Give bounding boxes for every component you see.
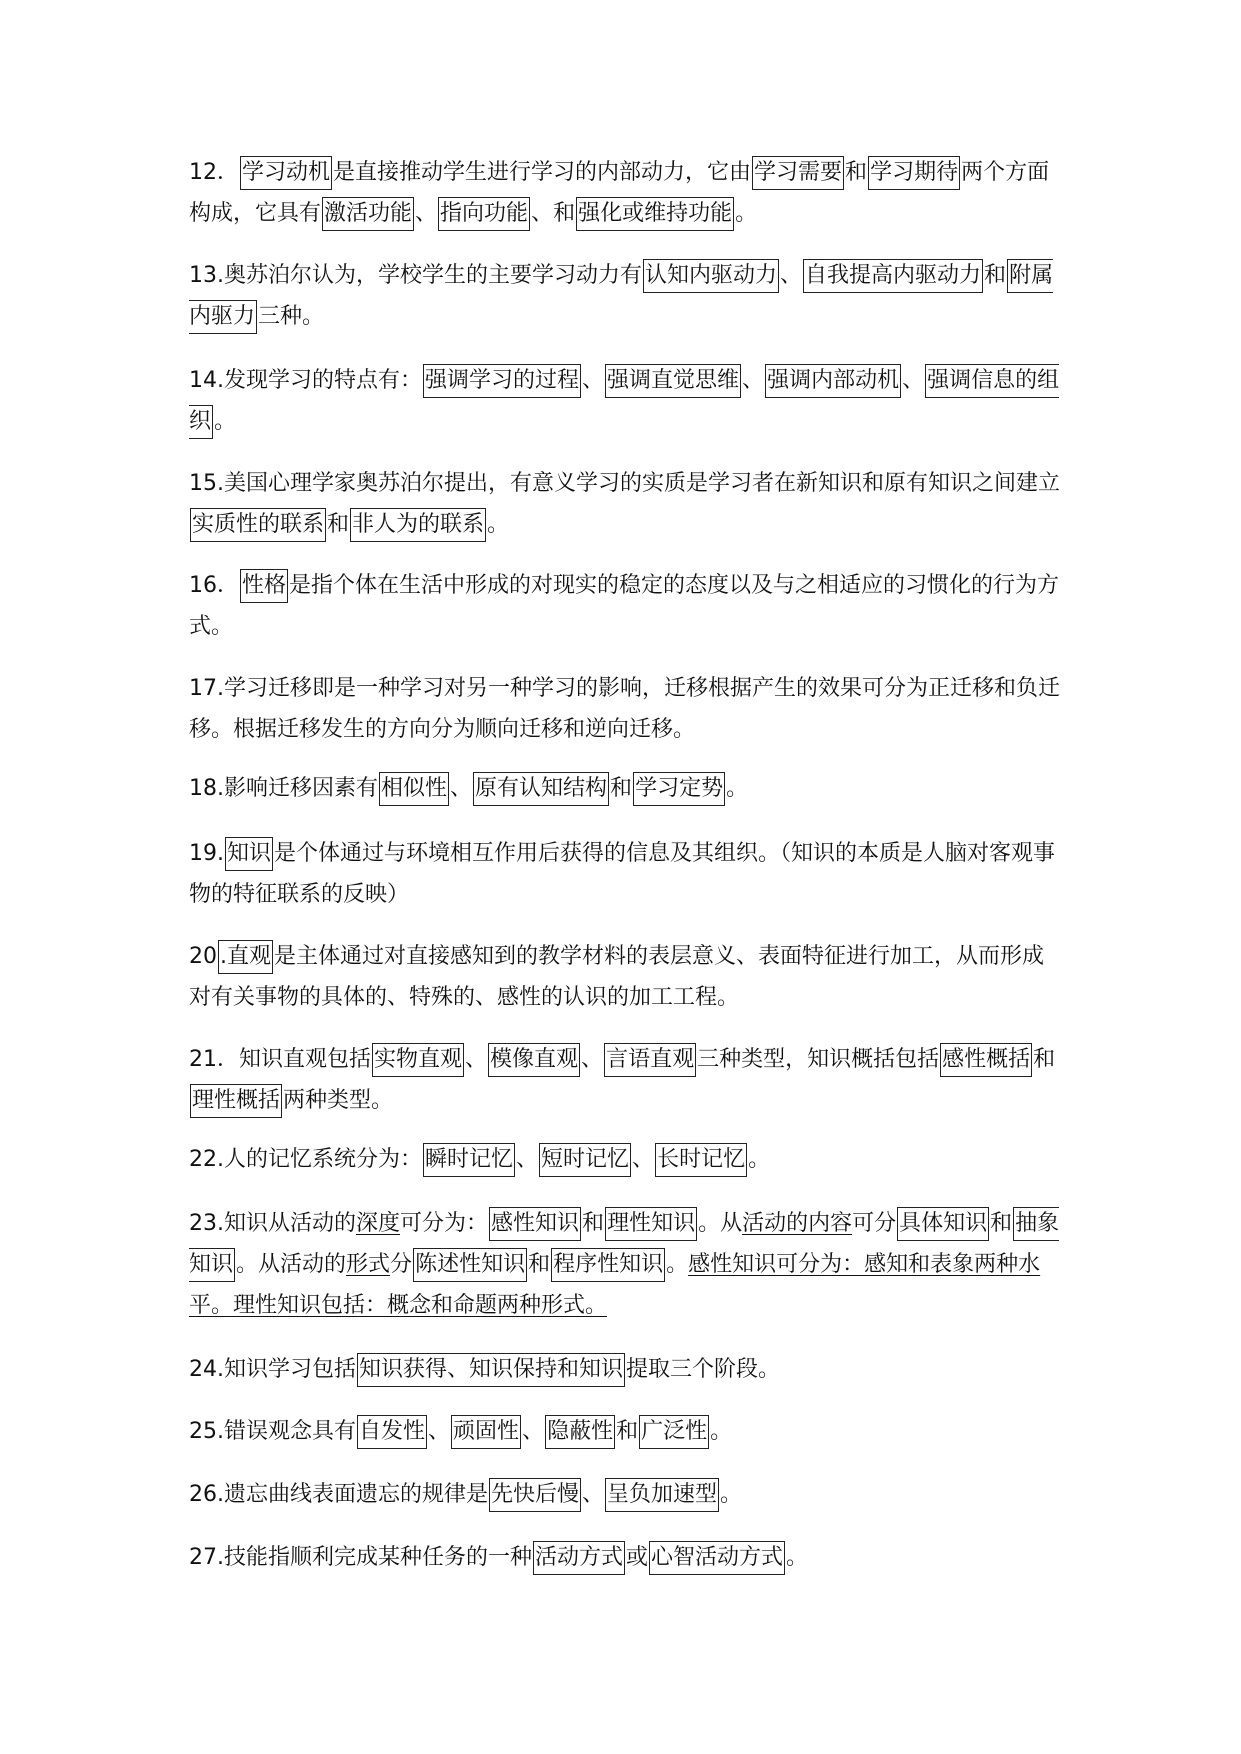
- boxed-answer: 具体知识: [897, 1207, 989, 1241]
- question-text: 、: [780, 263, 803, 288]
- question-text: 。: [748, 1147, 771, 1172]
- boxed-answer: 强调内部动机: [765, 364, 901, 398]
- question-text: 。: [666, 1252, 689, 1277]
- boxed-answer: 感性概括: [940, 1043, 1032, 1077]
- boxed-answer: 短时记忆: [539, 1143, 631, 1177]
- question-text: 和: [990, 1211, 1013, 1236]
- question-text: 、: [465, 1047, 488, 1072]
- question-text: 13.奥苏泊尔认为，学校学生的主要学习动力有: [189, 263, 642, 288]
- item-13: [189, 255, 1061, 337]
- question-text: 和: [610, 776, 633, 801]
- question-text: 和: [582, 1211, 605, 1236]
- question-text: 15.美国心理学家奥苏泊尔提出，有意义学习的实质是学习者在新知识和原有知识之间建立: [189, 471, 1060, 496]
- boxed-answer: 陈述性知识: [413, 1248, 527, 1282]
- item-21: [189, 1039, 1061, 1121]
- boxed-answer: 自我提高内驱动力: [803, 259, 983, 293]
- question-text: 三种类型，知识概括包括: [697, 1047, 940, 1072]
- question-text: 16．: [189, 573, 239, 598]
- question-text: 。: [786, 1545, 809, 1570]
- item-15: [189, 463, 1061, 545]
- question-text: 。: [735, 201, 758, 226]
- question-text: 提取三个阶段。: [626, 1357, 781, 1382]
- boxed-answer: 实质性的联系: [190, 508, 326, 542]
- question-text: 是指个体在生活中形成的对现实的稳定的态度以及与之相适应的习惯化的行为方式。: [189, 573, 1060, 639]
- item-12: [189, 152, 1061, 234]
- question-text: 是个体通过与环境相互作用后获得的信息及其组织。（知识的本质是人脑对客观事物的特征联系的反映）: [189, 841, 1056, 907]
- boxed-answer: 认知内驱动力: [643, 259, 779, 293]
- question-text: 17.学习迁移即是一种学习对另一种学习的影响，迁移根据产生的效果可分为正迁移和负迁移。根据迁移发生的方向分为顺向迁移和逆向迁移。: [189, 676, 1060, 742]
- question-text: 24.知识学习包括: [189, 1357, 356, 1382]
- boxed-answer: 学习期待: [868, 156, 960, 190]
- question-text: 12．: [189, 160, 239, 185]
- item-14: [189, 360, 1061, 442]
- boxed-answer: 感性知识: [489, 1207, 581, 1241]
- boxed-answer: 强调直觉思维: [605, 364, 741, 398]
- item-17: [189, 668, 1061, 750]
- item-23: [189, 1203, 1061, 1326]
- question-text: 可分为：: [400, 1211, 489, 1236]
- boxed-answer: 学习动机: [240, 156, 332, 190]
- question-text: 分: [390, 1252, 413, 1277]
- question-text: 20: [189, 944, 217, 969]
- boxed-answer: 理性知识: [605, 1207, 697, 1241]
- item-24: [189, 1349, 1061, 1390]
- item-26: [189, 1474, 1061, 1515]
- question-text: 和: [616, 1419, 639, 1444]
- question-text: 是直接推动学生进行学习的内部动力，它由: [333, 160, 752, 185]
- item-27: [189, 1537, 1061, 1578]
- question-text: 21．知识直观包括: [189, 1047, 371, 1072]
- question-text: 和: [845, 160, 868, 185]
- boxed-answer: 理性概括: [190, 1084, 282, 1118]
- boxed-answer: 隐蔽性: [545, 1415, 615, 1449]
- boxed-answer: 顽固性: [451, 1415, 521, 1449]
- question-text: 。: [710, 1419, 733, 1444]
- question-text: 、: [581, 1047, 604, 1072]
- question-text: 。: [726, 776, 749, 801]
- boxed-answer: 学习需要: [752, 156, 844, 190]
- boxed-answer: 先快后慢: [489, 1478, 581, 1512]
- boxed-answer: 激活功能: [322, 197, 414, 231]
- question-text: 是主体通过对直接感知到的教学材料的表层意义、表面特征进行加工，从而形成对有关事物的具体的、特殊的、感性的认识的加工工程。: [189, 944, 1045, 1010]
- question-text: 。从活动的: [236, 1252, 347, 1277]
- underlined-text: 感性知识可分为：感知和表象两种水平。理性知识包括：概念和命题两种形式。: [189, 1252, 1041, 1318]
- boxed-answer: 长时记忆: [655, 1143, 747, 1177]
- underlined-text: 形式: [346, 1252, 391, 1277]
- boxed-answer: 模像直观: [488, 1043, 580, 1077]
- boxed-answer: 指向功能: [438, 197, 530, 231]
- question-text: 27.技能指顺利完成某种任务的一种: [189, 1545, 532, 1570]
- boxed-answer: 实物直观: [372, 1043, 464, 1077]
- question-text: 、: [902, 368, 925, 393]
- boxed-answer: 非人为的联系: [350, 508, 486, 542]
- question-text: 、: [415, 201, 438, 226]
- question-text: 、: [742, 368, 765, 393]
- boxed-answer: 学习定势: [633, 772, 725, 806]
- question-text: 。: [214, 409, 237, 434]
- question-text: 和: [528, 1252, 551, 1277]
- boxed-answer: 广泛性: [639, 1415, 709, 1449]
- boxed-answer: 呈负加速型: [605, 1478, 719, 1512]
- item-22: [189, 1139, 1061, 1180]
- question-text: 可分: [852, 1211, 897, 1236]
- item-16: [189, 565, 1061, 647]
- question-text: 。从: [698, 1211, 743, 1236]
- boxed-answer: 活动方式: [533, 1541, 625, 1575]
- question-text: 18.影响迁移因素有: [189, 776, 378, 801]
- boxed-answer: 原有认知结构: [473, 772, 609, 806]
- boxed-answer: 性格: [240, 569, 288, 603]
- question-text: 和: [984, 263, 1007, 288]
- question-text: 、: [582, 1482, 605, 1507]
- question-text: 、: [450, 776, 473, 801]
- underlined-text: 深度: [356, 1211, 401, 1236]
- question-text: 22.人的记忆系统分为：: [189, 1147, 422, 1172]
- question-text: 25.错误观念具有: [189, 1419, 356, 1444]
- question-text: 和: [1033, 1047, 1056, 1072]
- boxed-answer: 知识: [225, 837, 273, 871]
- question-text: 或: [626, 1545, 649, 1570]
- item-18: [189, 768, 1061, 809]
- boxed-answer: 强化或维持功能: [576, 197, 734, 231]
- boxed-answer: 强调信息的组织: [189, 364, 1059, 439]
- boxed-answer: 知识获得、知识保持和知识: [357, 1353, 625, 1387]
- underlined-text: 活动的内容: [742, 1211, 853, 1236]
- question-text: 、: [522, 1419, 545, 1444]
- question-text: 。: [487, 512, 510, 537]
- question-text: 、: [428, 1419, 451, 1444]
- question-text: 、: [632, 1147, 655, 1172]
- question-text: 19.: [189, 841, 224, 866]
- question-text: 。: [720, 1482, 743, 1507]
- boxed-answer: 瞬时记忆: [423, 1143, 515, 1177]
- question-text: 三种。: [258, 304, 325, 329]
- item-25: [189, 1411, 1061, 1452]
- boxed-answer: 程序性知识: [551, 1248, 665, 1282]
- question-text: 、: [516, 1147, 539, 1172]
- boxed-answer: 自发性: [357, 1415, 427, 1449]
- boxed-answer: 抽象知识: [189, 1207, 1059, 1282]
- question-text: 14.发现学习的特点有：: [189, 368, 422, 393]
- question-text: 、和: [531, 201, 576, 226]
- boxed-answer: 附属内驱力: [189, 259, 1053, 334]
- item-20: [189, 936, 1061, 1018]
- boxed-answer: 心智活动方式: [649, 1541, 785, 1575]
- boxed-answer: 强调学习的过程: [423, 364, 581, 398]
- question-text: 、: [582, 368, 605, 393]
- boxed-answer: 相似性: [379, 772, 449, 806]
- item-19: [189, 833, 1061, 915]
- question-text: 26.遗忘曲线表面遗忘的规律是: [189, 1482, 488, 1507]
- boxed-answer: .直观: [218, 940, 273, 974]
- boxed-answer: 言语直观: [604, 1043, 696, 1077]
- question-text: 和: [327, 512, 350, 537]
- question-text: 23.知识从活动的: [189, 1211, 356, 1236]
- question-text: 两个方面构成，它具有: [189, 160, 1050, 226]
- question-text: 两种类型。: [283, 1088, 394, 1113]
